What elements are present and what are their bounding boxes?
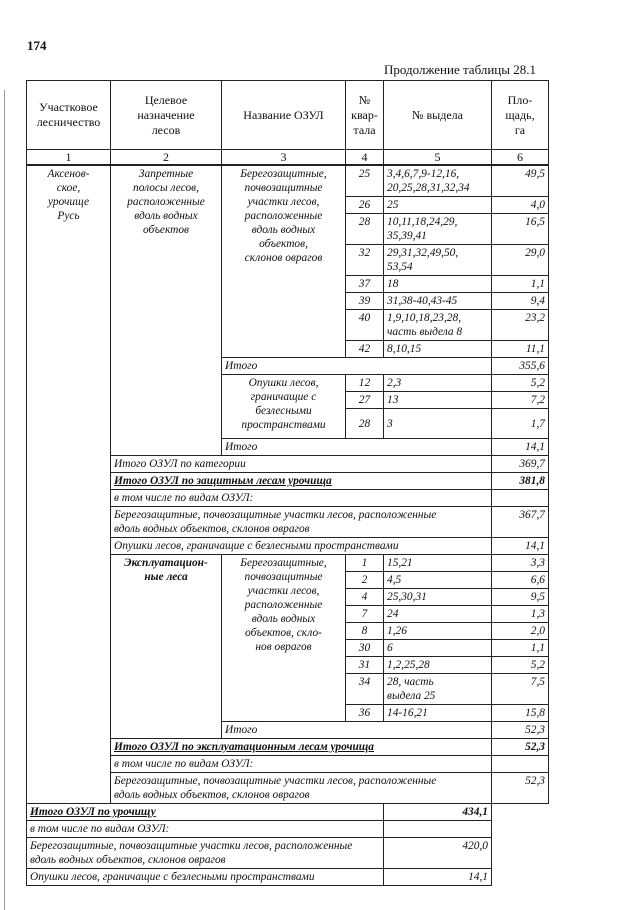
page-number: 174 [27, 38, 47, 53]
quarter-cell: 32 [346, 245, 384, 276]
quarter-cell: 39 [346, 293, 384, 310]
stand-cell: 31,38-40,43-45 [384, 293, 492, 310]
header-forestry: Участковое лесничество [27, 81, 111, 150]
including-label: в том числе по видам ОЗУЛ: [111, 490, 492, 507]
grand-total-label: Итого ОЗУЛ по урочищу [27, 804, 384, 821]
area-cell: 9,5 [492, 589, 549, 606]
stand-cell: 10,11,18,24,29, 35,39,41 [384, 214, 492, 245]
quarter-cell: 8 [346, 623, 384, 640]
stand-cell: 6 [384, 640, 492, 657]
quarter-cell: 31 [346, 657, 384, 674]
stand-cell: 29,31,32,49,50, 53,54 [384, 245, 492, 276]
table-row [27, 165, 549, 197]
quarter-cell: 30 [346, 640, 384, 657]
area-cell: 15,8 [492, 705, 549, 722]
header-stand: № выдела [384, 81, 492, 150]
area-cell: 49,5 [492, 165, 549, 197]
quarter-cell: 4 [346, 589, 384, 606]
stand-cell: 15,21 [384, 555, 492, 572]
area-cell: 16,5 [492, 214, 549, 245]
type-coastal-value: 367,7 [492, 507, 549, 538]
category-total-label: Итого ОЗУЛ по категории [111, 456, 492, 473]
area-cell: 29,0 [492, 245, 549, 276]
quarter-cell: 26 [346, 197, 384, 214]
grand-total-row [27, 804, 549, 821]
ozul-coastal-protective: Берегозащитные, почвозащитные участки лесов, расположенные вдоль водных объектов, склонов оврагов [222, 165, 346, 358]
type-row [27, 838, 549, 869]
area-cell: 1,1 [492, 640, 549, 657]
type-row [27, 869, 549, 886]
stand-cell: 3,4,6,7,9-12,16, 20,25,28,31,32,34 [384, 165, 492, 197]
quarter-cell: 2 [346, 572, 384, 589]
area-cell: 1,7 [492, 409, 549, 439]
grand-total-value: 434,1 [384, 804, 492, 821]
subtotal-label: Итого [222, 722, 492, 739]
type-coastal-value: 52,3 [492, 773, 549, 804]
type-edges-value: 14,1 [384, 869, 492, 886]
stand-cell: 8,10,15 [384, 341, 492, 358]
area-cell: 11,1 [492, 341, 549, 358]
ozul-forest-edges: Опушки лесов, граничащие с безлесными пространствами [222, 375, 346, 439]
stand-cell: 13 [384, 392, 492, 409]
column-number-row: 1 2 3 4 5 6 [27, 150, 549, 166]
area-cell: 7,5 [492, 674, 549, 705]
including-row [27, 821, 549, 838]
type-coastal-value: 420,0 [384, 838, 492, 869]
category-total-value: 369,7 [492, 456, 549, 473]
subtotal-value: 52,3 [492, 722, 549, 739]
type-edges-value: 14,1 [492, 538, 549, 555]
stand-cell: 25,30,31 [384, 589, 492, 606]
stand-cell: 4,5 [384, 572, 492, 589]
quarter-cell: 34 [346, 674, 384, 705]
stand-cell: 1,9,10,18,23,28, часть выдела 8 [384, 310, 492, 341]
stand-cell: 24 [384, 606, 492, 623]
quarter-cell: 28 [346, 409, 384, 439]
exploitation-total-value: 52,3 [492, 739, 549, 756]
type-edges-label: Опушки лесов, граничащие с безлесными пространствами [27, 869, 384, 886]
stand-cell: 25 [384, 197, 492, 214]
subtotal-value: 14,1 [492, 439, 549, 456]
area-cell: 5,2 [492, 657, 549, 674]
quarter-cell: 1 [346, 555, 384, 572]
protective-total-label: Итого ОЗУЛ по защитным лесам урочища [111, 473, 492, 490]
table-header-row [27, 81, 549, 150]
including-label: в том числе по видам ОЗУЛ: [27, 821, 384, 838]
stand-cell: 18 [384, 276, 492, 293]
area-cell: 3,3 [492, 555, 549, 572]
quarter-cell: 7 [346, 606, 384, 623]
area-cell: 1,3 [492, 606, 549, 623]
area-cell: 9,4 [492, 293, 549, 310]
table-continuation-caption: Продолжение таблицы 28.1 [384, 62, 536, 77]
stand-cell: 1,26 [384, 623, 492, 640]
area-cell: 1,1 [492, 276, 549, 293]
area-cell: 2,0 [492, 623, 549, 640]
type-coastal-label: Берегозащитные, почвозащитные участки лесов, расположенные вдоль водных объектов, склонов оврагов [111, 507, 492, 538]
area-cell: 23,2 [492, 310, 549, 341]
area-cell: 7,2 [492, 392, 549, 409]
quarter-cell: 37 [346, 276, 384, 293]
quarter-cell: 42 [346, 341, 384, 358]
area-cell: 4,0 [492, 197, 549, 214]
stand-cell: 1,2,25,28 [384, 657, 492, 674]
subtotal-label: Итого [222, 358, 492, 375]
subtotal-value: 355,6 [492, 358, 549, 375]
purpose-exploitation: Эксплуатацион- ные леса [111, 555, 222, 739]
header-purpose: Целевое назначение лесов [111, 81, 222, 150]
stand-cell: 2,3 [384, 375, 492, 392]
quarter-cell: 28 [346, 214, 384, 245]
purpose-protective: Запретные полосы лесов, расположенные вдоль водных объектов [111, 165, 222, 456]
forest-table [26, 80, 549, 886]
including-label: в том числе по видам ОЗУЛ: [111, 756, 492, 773]
area-cell: 6,6 [492, 572, 549, 589]
scan-edge-mark [4, 90, 5, 910]
type-edges-label: Опушки лесов, граничащие с безлесными пространствами [111, 538, 492, 555]
quarter-cell: 27 [346, 392, 384, 409]
quarter-cell: 12 [346, 375, 384, 392]
quarter-cell: 36 [346, 705, 384, 722]
stand-cell: 28, часть выдела 25 [384, 674, 492, 705]
header-ozul-name: Название ОЗУЛ [222, 81, 346, 150]
stand-cell: 3 [384, 409, 492, 439]
exploitation-total-label: Итого ОЗУЛ по эксплуатационным лесам урочища [111, 739, 492, 756]
area-cell: 5,2 [492, 375, 549, 392]
protective-total-value: 381,8 [492, 473, 549, 490]
header-quarter: № квар- тала [346, 81, 384, 150]
subtotal-label: Итого [222, 439, 492, 456]
quarter-cell: 25 [346, 165, 384, 197]
header-area: Пло- щадь, га [492, 81, 549, 150]
quarter-cell: 40 [346, 310, 384, 341]
type-coastal-label: Берегозащитные, почвозащитные участки лесов, расположенные вдоль водных объектов, склонов оврагов [111, 773, 492, 804]
type-coastal-label: Берегозащитные, почвозащитные участки лесов, расположенные вдоль водных объектов, склонов оврагов [27, 838, 384, 869]
forestry-cell: Аксенов- ское, урочище Русь [27, 165, 111, 804]
stand-cell: 14-16,21 [384, 705, 492, 722]
ozul-coastal-exploitation: Берегозащитные, почвозащитные участки лесов, расположенные вдоль водных объектов, скло- нов оврагов [222, 555, 346, 722]
